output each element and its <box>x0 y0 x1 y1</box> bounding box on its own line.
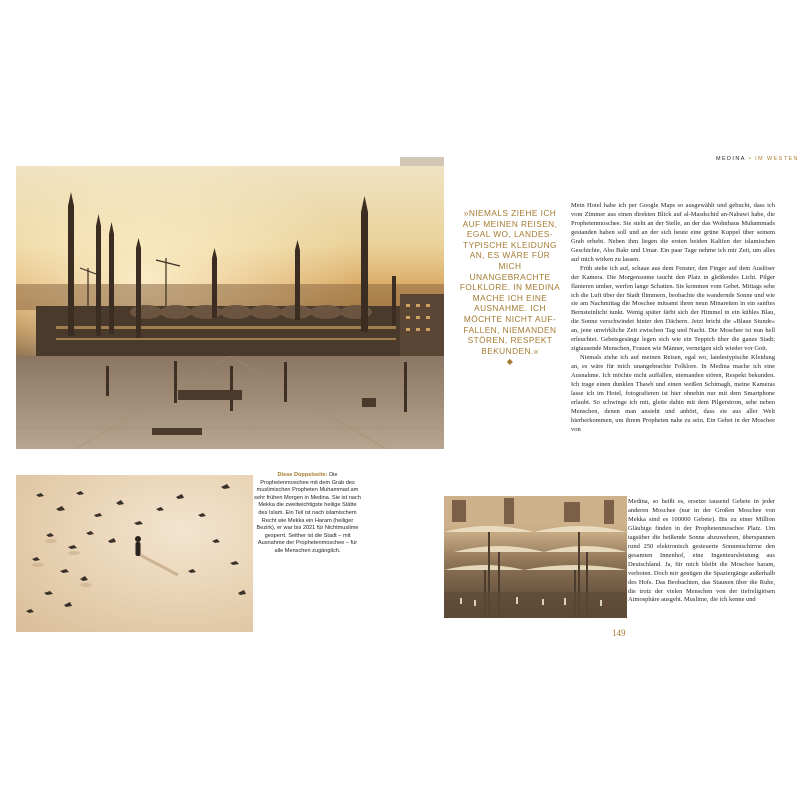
running-head-separator: • <box>748 156 753 162</box>
body-paragraph-1: Mein Hotel habe ich per Google Maps so ausgewählt und gebucht, dass ich vom Zimmer aus einen direkten Blick auf al-Masdschid an-Nabawi habe, die Prophetenmoschee. Sie steht an der Stelle, an der das Wohnhaus Muhammads gestanden haben soll und an der sich heute eine grüne Kuppel über seinem Grab erhebt. Neben ihm liegen die ersten beiden Kalifen der islamischen Geschichte, Abu Bakr und Umar. Ein paar Tage nehme ich mir Zeit, um alles auf mich wirken zu lassen. <box>571 202 775 263</box>
photo-caption <box>254 472 361 556</box>
body-paragraph-3: Niemals ziehe ich auf meinen Reisen, egal wo, landestypische Kleidung an, es wäre für mich unangebrachte Folklore. In Medina mache ich eine Ausnahme. Ich möchte nicht auffallen, niemanden stören, Respekt bekunden. Ich trage einen dunklen Thawb und einen weißen Schimagh, meine Kameras lasse ich im Hotel, fotografieren ist hier ohnehin nur mit dem Smartphone erlaubt. So schwinge ich mit, gleite dahin mit dem Pilgerstrom, sehe neben Menschen, denen man ansieht und anhört, dass sie aus aller Welt hierherkommen, um ihrem Propheten nahe zu sein. Ein Gebet in der Moschee von <box>571 354 775 433</box>
pull-quote-text: »NIEMALS ZIEHE ICH AUF MEINEN REISEN, EGAL WO, LANDES-TYPISCHE KLEIDUNG AN, ES WÄRE FÜR MICH UNANGEBRACHTE FOLKLORE. IN MEDINA MACHE ICH EINE AUSNAHME. ICH MÖCHTE NICHT AUF-FALLEN, NIEMANDEN STÖREN, RESPEKT BEKUNDEN.« <box>459 208 561 356</box>
umbrellas-courtyard-photo <box>444 496 627 618</box>
mosque-sunrise-photo <box>16 166 444 449</box>
running-head-subsection: IM WESTEN <box>755 156 799 162</box>
running-head <box>716 156 799 162</box>
mosque-illustration <box>16 166 444 449</box>
page-number: 149 <box>612 628 626 638</box>
caption-lead: Diese Doppelseite: <box>277 472 328 478</box>
body-text-column <box>571 202 775 435</box>
pull-quote-end-mark: ◆ <box>506 357 514 367</box>
pigeons-illustration <box>16 475 253 632</box>
umbrellas-illustration <box>444 496 627 618</box>
body-paragraph-3-continued: Medina, so heißt es, ersetze tausend Gebete in jeder anderen Moschee (nur in der Großen Moschee von Mekka sind es 100000 Gebete). Bis zu einer Million Gläubige finden in der Prophetenmoschee Platz. Um tagsüber die beißende Sonne abzuwehren, überspannen rund 250 elektronisch gesteuerte Sonnenschirme den gesamten Innenhof, eine Ingenieursleistung aus Deutschland. Ja, für mich bleibt die Moschee haram, verboten. Doch mir genügen die Spaziergänge außerhalb des Hofs. Das Beobachten, das Staunen über die Ruhe, die trotz der vielen Menschen von der tiefreligiösen Atmosphäre ausgeht. Muslime, die ich kenne und <box>628 498 775 604</box>
pull-quote <box>457 208 563 368</box>
running-head-section: MEDINA <box>716 156 746 162</box>
body-paragraph-2: Früh stehe ich auf, schaue aus dem Fenster, den Finger auf dem Auslöser der Kamera. Die Morgensonne taucht den Platz in gleißendes Licht. Pilger flanieren umher, werfen lange Schatten. Sie kommen vom Gebet. Mittags sehe ich die Luft über der Stadt flimmern, beobachte die wandernde Sonne und wie sie am Nachmittag die Moschee mitsamt ihren neun Minaretten in ein sanftes Bernsteinlicht tunkt. Wenig später färbt sich der Himmel in ein kühles Blau, die Sonne verschwindet hinter den Dächern. Jetzt bricht die »Blaue Stunde« an, jene unwirkliche Zeit zwischen Tag und Nacht. Die Moschee ist nun hell erleuchtet. Gebetsgesänge legen sich wie ein Teppich über die ganze Stadt; zigtausende Menschen, Frauen wie Männer, verneigen sich wieder vor Gott. <box>571 264 775 353</box>
pigeons-courtyard-photo <box>16 475 253 632</box>
caption-text: Die Prophetenmoschee mit dem Grab des muslimischen Propheten Muhammad am sehr frühen Morgen in Medina. Sie ist nach Mekka die zweitwichtigste heilige Stätte des Islam. Ein Teil ist nach islamischem Recht wie Mekka ein Haram (heiliger Bezirk), er war bis 2021 für Nichtmuslime gesperrt. Seither ist die Stadt – mit Ausnahme der Prophetenmoschee – für alle Menschen zugänglich. <box>254 472 361 554</box>
body-text-column-lower <box>628 498 775 605</box>
